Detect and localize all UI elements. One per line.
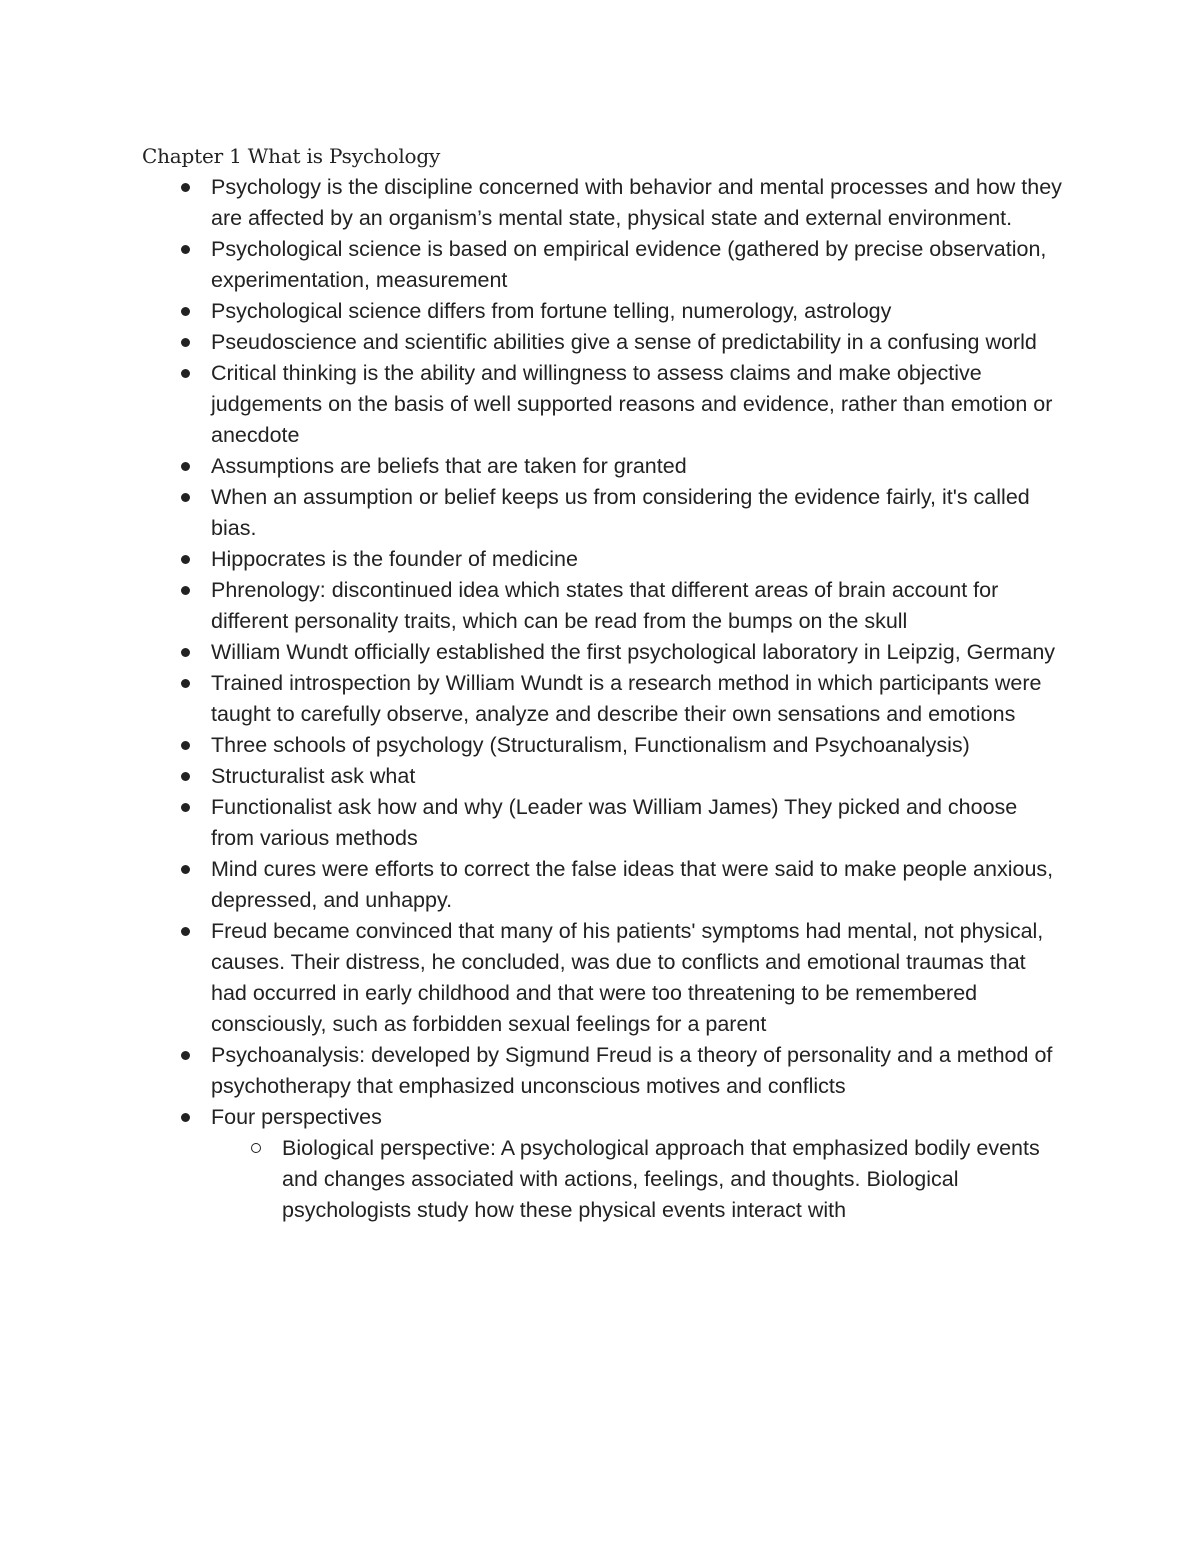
bullet-list xyxy=(142,172,1062,1226)
bullet-dot-icon xyxy=(181,1113,190,1122)
list-item xyxy=(142,668,1062,730)
document-content xyxy=(142,141,1062,1226)
bullet-dot-icon xyxy=(181,369,190,378)
bullet-dot-icon xyxy=(181,493,190,502)
sub-list-item xyxy=(211,1133,1062,1226)
list-item-text: Freud became convinced that many of his patients' symptoms had mental, not physical, causes. Their distress, he concluded, was due to conflicts and emotional traumas that had occurred in early childhood and that were too threatening to be remembered consciously, such as forbidden sexual feelings for a parent xyxy=(211,919,1044,1036)
list-item-text: Psychological science differs from fortune telling, numerology, astrology xyxy=(211,299,892,323)
bullet-ring-icon xyxy=(251,1143,261,1153)
list-item xyxy=(142,854,1062,916)
list-item-text: Structuralist ask what xyxy=(211,764,416,788)
list-item-text: Mind cures were efforts to correct the false ideas that were said to make people anxious, depressed, and unhappy. xyxy=(211,857,1054,912)
bullet-dot-icon xyxy=(181,927,190,936)
bullet-dot-icon xyxy=(181,679,190,688)
bullet-dot-icon xyxy=(181,741,190,750)
bullet-dot-icon xyxy=(181,245,190,254)
list-item xyxy=(142,761,1062,792)
bullet-dot-icon xyxy=(181,338,190,347)
list-item xyxy=(142,327,1062,358)
list-item xyxy=(142,1040,1062,1102)
list-item xyxy=(142,234,1062,296)
page-title: Chapter 1 What is Psychology xyxy=(142,144,441,168)
list-item xyxy=(142,172,1062,234)
list-item-text: William Wundt officially established the first psychological laboratory in Leipzig, Germany xyxy=(211,640,1056,664)
bullet-dot-icon xyxy=(181,772,190,781)
list-item-text: Pseudoscience and scientific abilities give a sense of predictability in a confusing world xyxy=(211,330,1037,354)
list-item xyxy=(142,730,1062,761)
list-item-text: Four perspectives xyxy=(211,1105,382,1129)
list-item xyxy=(142,575,1062,637)
bullet-dot-icon xyxy=(181,648,190,657)
list-item xyxy=(142,296,1062,327)
sub-list-item-text: Biological perspective: A psychological approach that emphasized bodily events and changes associated with actions, feelings, and thoughts. Biological psychologists study how these physical events interact with xyxy=(282,1136,1040,1222)
sub-bullet-list xyxy=(211,1133,1062,1226)
list-item-text: Trained introspection by William Wundt is a research method in which participants were taught to carefully observe, analyze and describe their own sensations and emotions xyxy=(211,671,1042,726)
list-item-text: Psychology is the discipline concerned with behavior and mental processes and how they are affected by an organism’s mental state, physical state and external environment. xyxy=(211,175,1062,230)
bullet-dot-icon xyxy=(181,803,190,812)
list-item xyxy=(142,358,1062,451)
bullet-dot-icon xyxy=(181,865,190,874)
bullet-dot-icon xyxy=(181,555,190,564)
list-item xyxy=(142,544,1062,575)
list-item xyxy=(142,451,1062,482)
list-item-text: Assumptions are beliefs that are taken for granted xyxy=(211,454,687,478)
list-item-text: Three schools of psychology (Structuralism, Functionalism and Psychoanalysis) xyxy=(211,733,970,757)
list-item xyxy=(142,916,1062,1040)
list-item xyxy=(142,792,1062,854)
list-item xyxy=(142,637,1062,668)
list-item-text: Critical thinking is the ability and willingness to assess claims and make objective judgements on the basis of well supported reasons and evidence, rather than emotion or anecdote xyxy=(211,361,1053,447)
list-item-text: Functionalist ask how and why (Leader was William James) They picked and choose from various methods xyxy=(211,795,1018,850)
list-item-text: Psychoanalysis: developed by Sigmund Freud is a theory of personality and a method of psychotherapy that emphasized unconscious motives and conflicts xyxy=(211,1043,1053,1098)
list-item-text: Phrenology: discontinued idea which states that different areas of brain account for different personality traits, which can be read from the bumps on the skull xyxy=(211,578,999,633)
bullet-dot-icon xyxy=(181,183,190,192)
bullet-dot-icon xyxy=(181,1051,190,1060)
list-item xyxy=(142,482,1062,544)
list-item-text: Psychological science is based on empirical evidence (gathered by precise observation, experimentation, measurement xyxy=(211,237,1047,292)
list-item-text: Hippocrates is the founder of medicine xyxy=(211,547,578,571)
list-item xyxy=(142,1102,1062,1226)
bullet-dot-icon xyxy=(181,586,190,595)
list-item-text: When an assumption or belief keeps us from considering the evidence fairly, it's called bias. xyxy=(211,485,1030,540)
bullet-dot-icon xyxy=(181,462,190,471)
bullet-dot-icon xyxy=(181,307,190,316)
